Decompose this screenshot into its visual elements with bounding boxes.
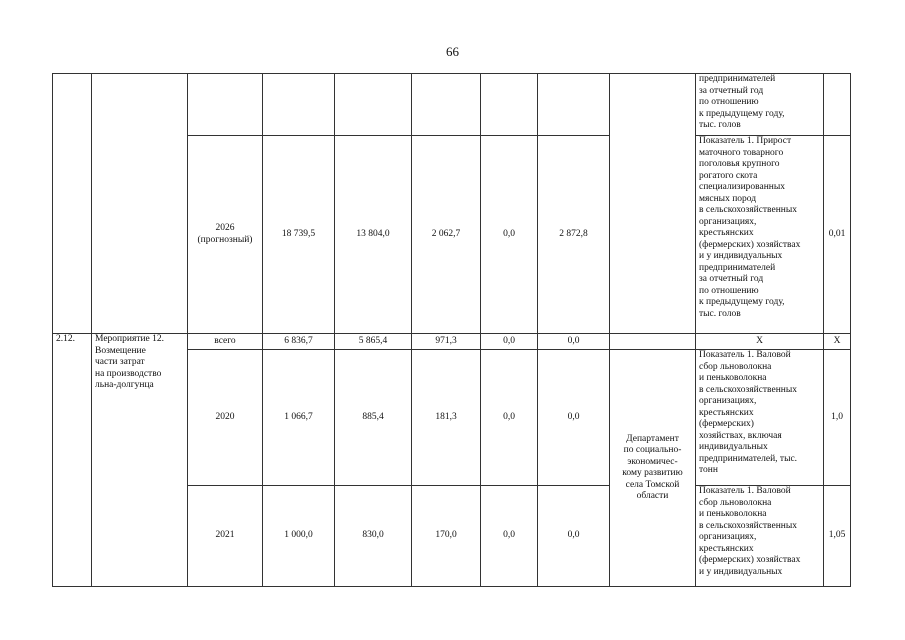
total-cell: 18 739,5 <box>263 136 335 334</box>
indicator-cell: Показатель 1. Валовой сбор льноволокна и пеньковолокна в сельскохозяйственных организациях, крестьянских (фермерских) хозяйствах и у индивидуальных <box>696 486 824 587</box>
row-number-cell: 2.12. <box>53 334 92 587</box>
federal-cell: 13 804,0 <box>335 136 412 334</box>
extrabudget-cell: 0,0 <box>538 486 610 587</box>
regional-cell <box>412 74 481 136</box>
indicator-value-cell: 0,01 <box>824 136 851 334</box>
federal-cell <box>335 74 412 136</box>
total-cell: 1 000,0 <box>263 486 335 587</box>
event-name-cell <box>92 74 188 334</box>
table-row <box>53 74 851 136</box>
page-number: 66 <box>446 44 459 59</box>
federal-cell: 5 865,4 <box>335 334 412 350</box>
program-table <box>52 73 851 587</box>
federal-cell: 830,0 <box>335 486 412 587</box>
extrabudget-cell: 0,0 <box>538 334 610 350</box>
executor-cell <box>610 334 696 350</box>
regional-cell: 971,3 <box>412 334 481 350</box>
year-cell: всего <box>188 334 263 350</box>
federal-cell: 885,4 <box>335 350 412 486</box>
year-cell <box>188 74 263 136</box>
indicator-value-cell: 1,05 <box>824 486 851 587</box>
total-cell <box>263 74 335 136</box>
executor-cell: Департамент по социально- экономичес- кому развитию села Томской области <box>610 350 696 587</box>
year-cell: 2021 <box>188 486 263 587</box>
indicator-cell: Показатель 1. Валовой сбор льноволокна и пеньковолокна в сельскохозяйственных организациях, крестьянских (фермерских) хозяйствах, включая индивидуальных предпринимателей, тыс. тонн <box>696 350 824 486</box>
executor-cell <box>610 74 696 334</box>
table-row <box>53 334 851 350</box>
row-number-cell <box>53 74 92 334</box>
indicator-value-cell: X <box>824 334 851 350</box>
local-cell: 0,0 <box>481 334 538 350</box>
local-cell <box>481 74 538 136</box>
indicator-value-cell: 1,0 <box>824 350 851 486</box>
year-cell: 2020 <box>188 350 263 486</box>
regional-cell: 170,0 <box>412 486 481 587</box>
indicator-cell: Показатель 1. Прирост маточного товарного поголовья крупного рогатого скота специализированных мясных пород в сельскохозяйственных организациях, крестьянских (фермерских) хозяйствах и у индивидуальных предпринимателей за отчетный год по отношению к предыдущему году, тыс. голов <box>696 136 824 334</box>
local-cell: 0,0 <box>481 350 538 486</box>
local-cell: 0,0 <box>481 136 538 334</box>
total-cell: 1 066,7 <box>263 350 335 486</box>
year-cell: 2026 (прогнозный) <box>188 136 263 334</box>
extrabudget-cell <box>538 74 610 136</box>
extrabudget-cell: 2 872,8 <box>538 136 610 334</box>
regional-cell: 181,3 <box>412 350 481 486</box>
total-cell: 6 836,7 <box>263 334 335 350</box>
indicator-value-cell <box>824 74 851 136</box>
extrabudget-cell: 0,0 <box>538 350 610 486</box>
local-cell: 0,0 <box>481 486 538 587</box>
event-name-cell: Мероприятие 12. Возмещение части затрат на производство льна-долгунца <box>92 334 188 587</box>
indicator-cell: X <box>696 334 824 350</box>
indicator-cell: предпринимателей за отчетный год по отношению к предыдущему году, тыс. голов <box>696 74 824 136</box>
regional-cell: 2 062,7 <box>412 136 481 334</box>
